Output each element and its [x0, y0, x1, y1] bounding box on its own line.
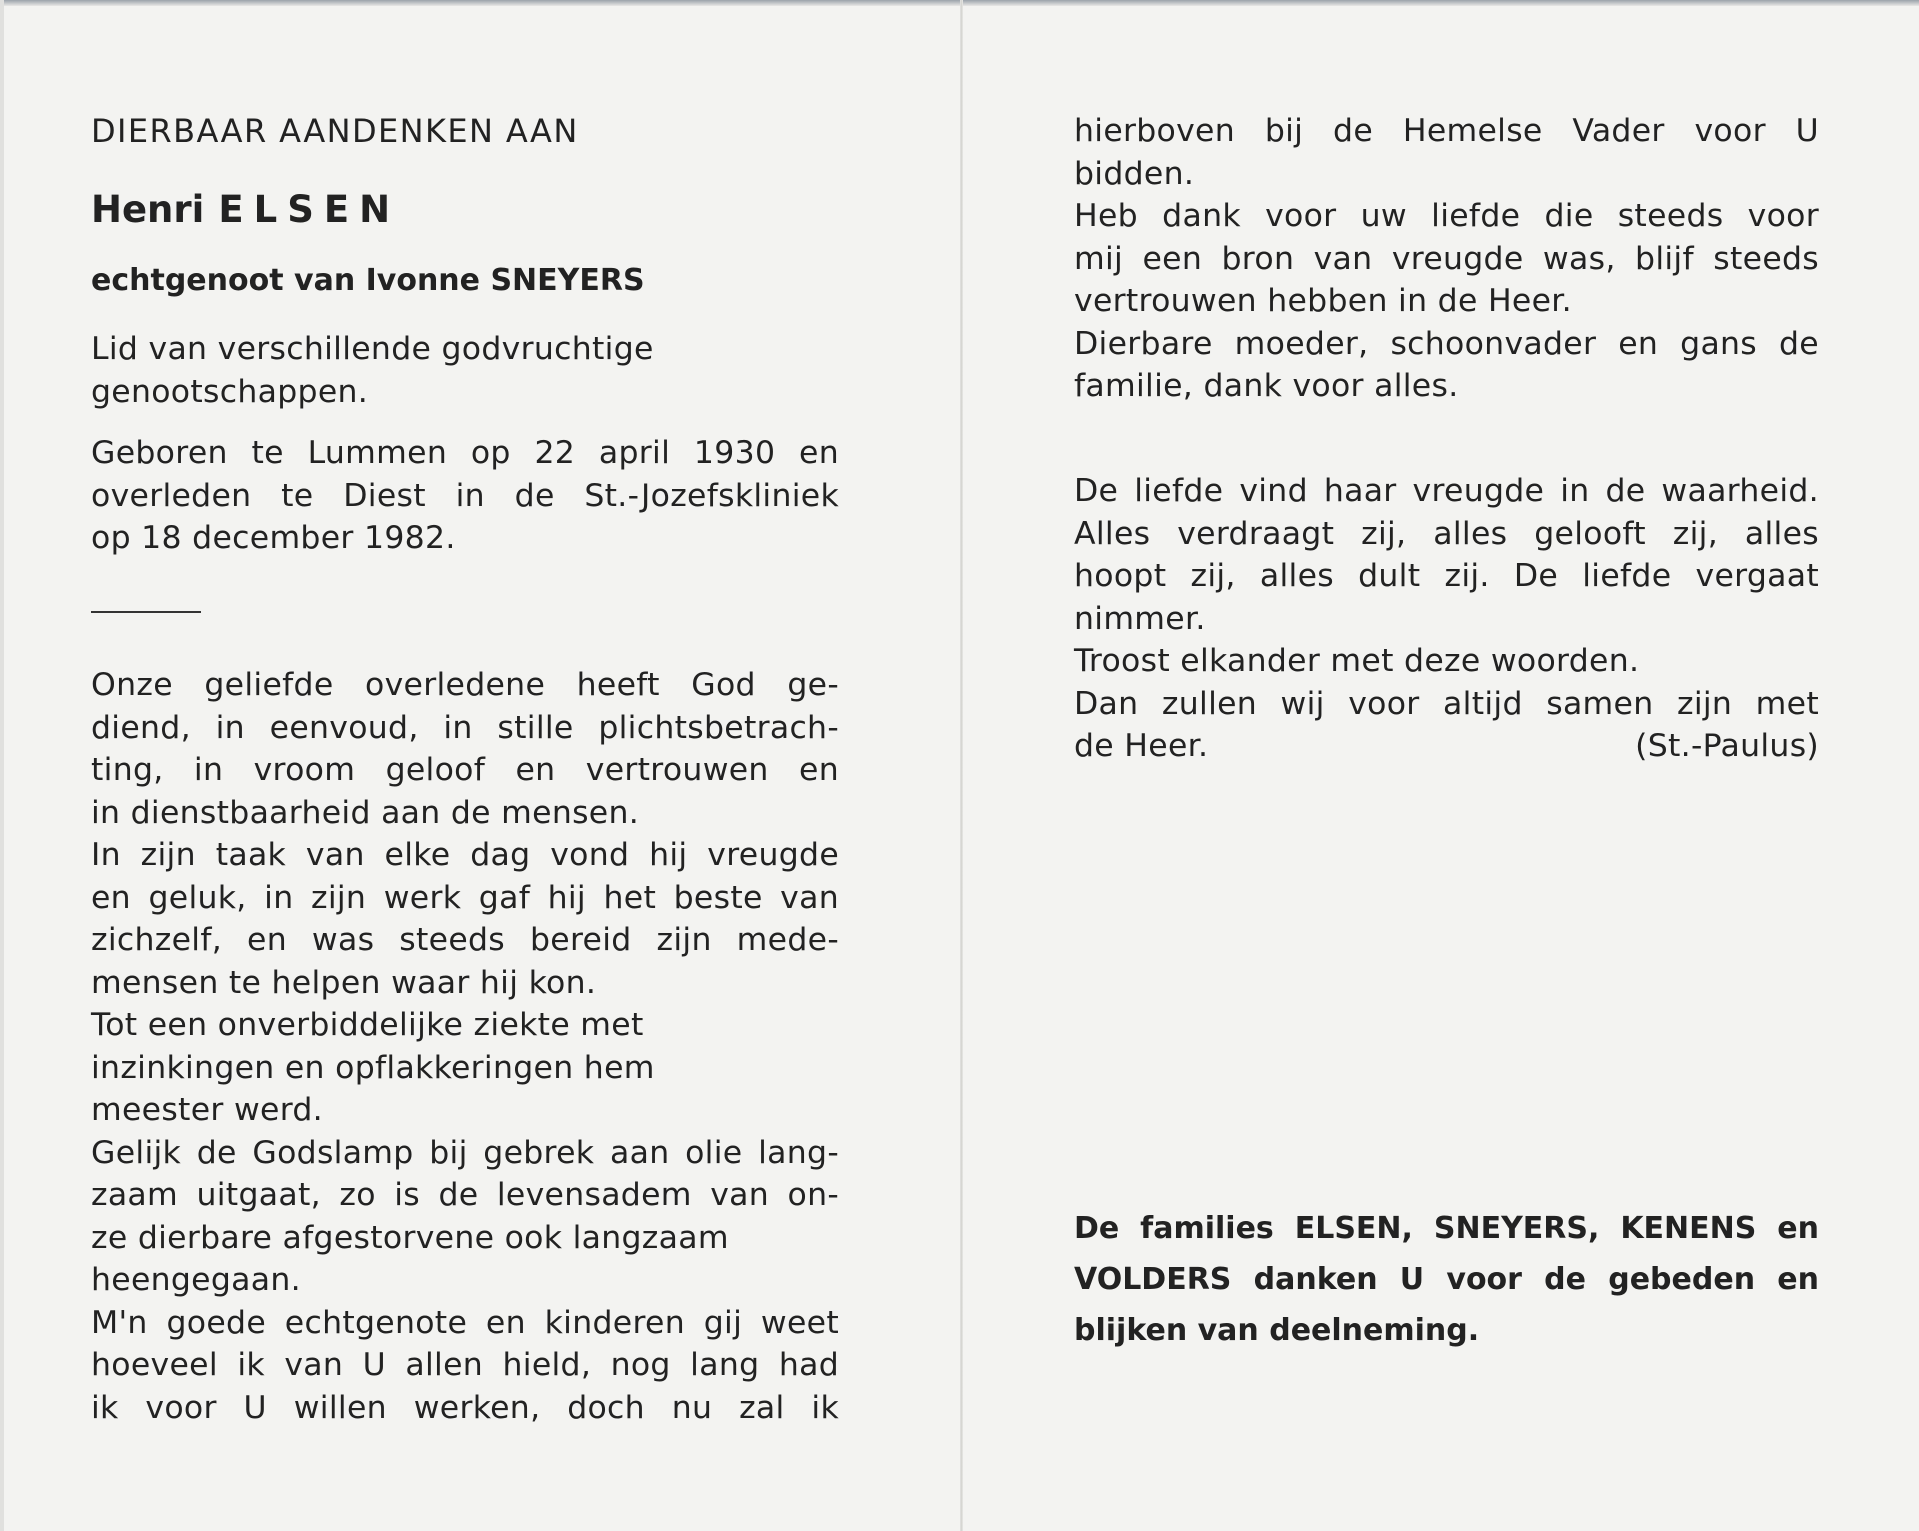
text-line: hierboven bij de Hemelse Vader voor U: [1074, 113, 1819, 149]
text-line: Dan zullen wij voor altijd samen zijn met: [1074, 685, 1819, 722]
text-line: [1074, 725, 1819, 768]
text-line: meester werd.: [91, 1092, 323, 1128]
membership-paragraph: [91, 328, 839, 413]
text-line: De families ELSEN, SNEYERS, KENENS en: [1074, 1211, 1819, 1246]
text-line: inzinkingen en opflakkeringen hem: [91, 1049, 655, 1086]
biography-text: [91, 664, 839, 1429]
text-line: diend, in eenvoud, in stille plichtsbetrach-: [91, 709, 839, 746]
left-edge: [0, 0, 4, 1531]
scripture-quote: [1074, 470, 1819, 768]
text-line: hoeveel ik van U allen hield, nog lang had: [91, 1347, 839, 1383]
text-line: ting, in vroom geloof en vertrouwen en: [91, 752, 839, 788]
quote-citation: (St.-Paulus): [1635, 728, 1819, 764]
text-line: Heb dank voor uw liefde die steeds voor: [1074, 198, 1819, 234]
text-line: familie, dank voor alles.: [1074, 368, 1459, 404]
text-line: ze dierbare afgestorvene ook langzaam: [91, 1219, 729, 1256]
text-line: Tot een onverbiddelijke ziekte met: [91, 1007, 644, 1043]
memorial-heading: DIERBAAR AANDENKEN AAN: [91, 112, 579, 150]
text-line: blijken van deelneming.: [1074, 1313, 1480, 1348]
text-line: Troost elkander met deze woorden.: [1074, 643, 1640, 679]
card-fold: [960, 0, 963, 1531]
text-line: Geboren te Lummen op 22 april 1930 en: [91, 435, 839, 471]
text-line: Onze geliefde overledene heeft God ge-: [91, 667, 839, 703]
text-line: mensen te helpen waar hij kon.: [91, 964, 597, 1001]
text-line: VOLDERS danken U voor de gebeden en: [1074, 1262, 1819, 1297]
text-line: zaam uitgaat, zo is de levensadem van on-: [91, 1177, 839, 1213]
birth-death-paragraph: [91, 432, 839, 560]
text-line: In zijn taak van elke dag vond hij vreugde: [91, 837, 839, 873]
text-line: hoopt zij, alles dult zij. De liefde vergaat: [1074, 558, 1819, 594]
text-line: Gelijk de Godslamp bij gebrek aan olie lang-: [91, 1134, 839, 1171]
deceased-first-name: Henri: [91, 188, 205, 231]
family-thanks: [1074, 1203, 1819, 1356]
text-line: ik voor U willen werken, doch nu zal ik: [91, 1389, 839, 1426]
deceased-name: [91, 188, 400, 231]
divider: [91, 611, 201, 613]
farewell-paragraph: [1074, 110, 1819, 408]
text-line: Dierbare moeder, schoonvader en gans de: [1074, 325, 1819, 362]
text-line: vertrouwen hebben in de Heer.: [1074, 283, 1572, 319]
text-line: genootschappen.: [91, 373, 369, 410]
text-line: mij een bron van vreugde was, blijf steeds: [1074, 240, 1819, 277]
quote-last-words: de Heer.: [1074, 728, 1209, 764]
text-line: zichzelf, en was steeds bereid zijn mede-: [91, 922, 839, 958]
deceased-last-name: ELSEN: [218, 188, 401, 231]
text-line: heengegaan.: [91, 1262, 301, 1298]
spouse-line: echtgenoot van Ivonne SNEYERS: [91, 263, 645, 298]
text-line: op 18 december 1982.: [91, 520, 456, 556]
text-line: M'n goede echtgenote en kinderen gij weet: [91, 1304, 839, 1341]
text-line: Alles verdraagt zij, alles gelooft zij, alles: [1074, 515, 1819, 552]
text-line: De liefde vind haar vreugde in de waarheid.: [1074, 473, 1819, 509]
text-line: bidden.: [1074, 155, 1195, 192]
text-line: nimmer.: [1074, 600, 1206, 637]
text-line: in dienstbaarheid aan de mensen.: [91, 794, 640, 831]
text-line: overleden te Diest in de St.-Jozefskliniek: [91, 477, 839, 514]
text-line: en geluk, in zijn werk gaf hij het beste van: [91, 879, 839, 916]
text-line: Lid van verschillende godvruchtige: [91, 331, 654, 367]
